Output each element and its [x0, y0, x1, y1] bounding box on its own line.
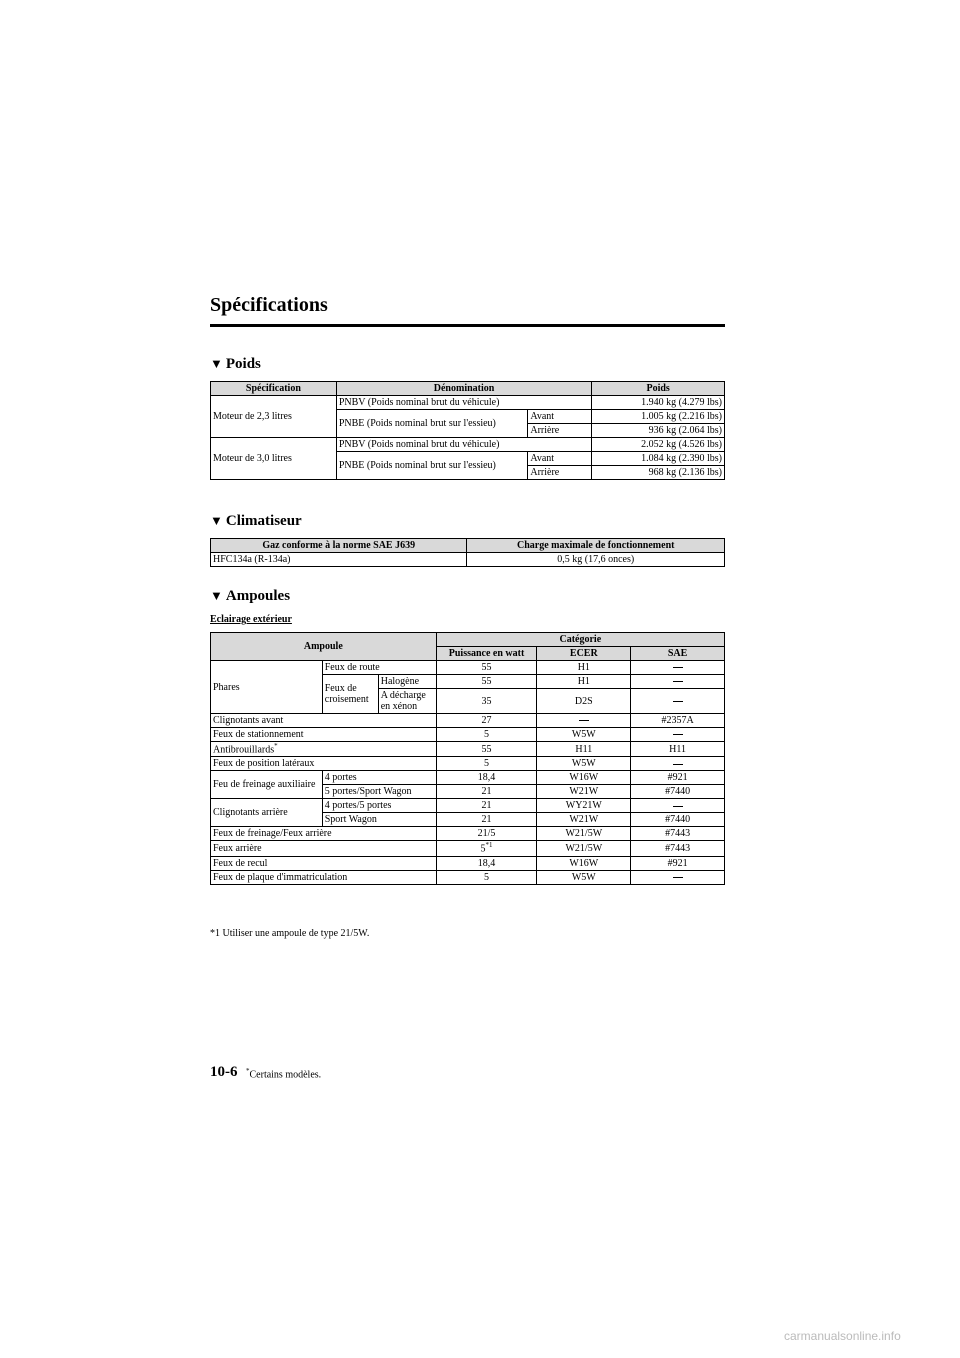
table-row	[211, 438, 725, 452]
page-number: 10-6	[210, 1064, 238, 1080]
gas-value: HFC134a (R-134a)	[211, 553, 467, 567]
title-rule	[210, 324, 725, 327]
power-value: 21	[436, 799, 537, 813]
rear-value: 936 kg (2.064 lbs)	[592, 424, 725, 438]
ecer-value: W21W	[537, 785, 631, 799]
header-charge: Charge maximale de fonctionnement	[467, 539, 725, 553]
ac-table	[210, 538, 725, 567]
rear-label: Arrière	[528, 466, 592, 480]
ecer-value: W16W	[537, 856, 631, 870]
header-ecer: ECER	[537, 647, 631, 661]
section-title: Poids	[225, 356, 261, 372]
dash-mark	[673, 764, 683, 765]
charge-value: 0,5 kg (17,6 onces)	[467, 553, 725, 567]
header-spec: Spécification	[211, 382, 337, 396]
frein-arriere-label: Feux de freinage/Feux arrière	[211, 827, 437, 841]
ecer-value: W21W	[537, 813, 631, 827]
table-row	[211, 553, 725, 567]
ecer-value: W5W	[537, 728, 631, 742]
dash-mark	[673, 701, 683, 702]
pnbv-value: 1.940 kg (4.279 lbs)	[592, 396, 725, 410]
sae-value: H11	[631, 742, 725, 757]
header-bulb: Ampoule	[211, 633, 437, 661]
pnbv-label: PNBV (Poids nominal brut du véhicule)	[336, 438, 591, 452]
table-row	[211, 714, 725, 728]
ecer-value: W5W	[537, 757, 631, 771]
pnbv-value: 2.052 kg (4.526 lbs)	[592, 438, 725, 452]
position-label: Feux de position latéraux	[211, 757, 437, 771]
subheading-exterior: Eclairage extérieur	[210, 614, 292, 625]
power-value: 18,4	[436, 856, 537, 870]
engine-name: Moteur de 2,3 litres	[211, 396, 337, 438]
ecer-value: H1	[537, 661, 631, 675]
sae-value	[631, 870, 725, 884]
sae-value	[631, 757, 725, 771]
dash-mark	[673, 681, 683, 682]
power-value: 21	[436, 785, 537, 799]
feux-arriere-label: Feux arrière	[211, 841, 437, 856]
ecer-value: W21/5W	[537, 827, 631, 841]
sae-value	[631, 661, 725, 675]
dash-mark	[673, 806, 683, 807]
stationnement-label: Feux de stationnement	[211, 728, 437, 742]
xenon-label: A décharge en xénon	[378, 689, 436, 714]
header-category: Catégorie	[436, 633, 724, 647]
clign-arriere-label: Clignotants arrière	[211, 799, 323, 827]
rear-label: Arrière	[528, 424, 592, 438]
table-row	[211, 841, 725, 856]
power-value: 55	[436, 661, 537, 675]
table-row	[211, 661, 725, 675]
table-row	[211, 856, 725, 870]
sae-value: #7443	[631, 827, 725, 841]
power-value-cell	[436, 841, 537, 856]
ecer-value: H1	[537, 675, 631, 689]
door-variant-label: Sport Wagon	[322, 813, 436, 827]
triangle-down-icon: ▼	[210, 588, 223, 603]
door-variant-label: 5 portes/Sport Wagon	[322, 785, 436, 799]
header-weight: Poids	[592, 382, 725, 396]
header-power: Puissance en watt	[436, 647, 537, 661]
recul-label: Feux de recul	[211, 856, 437, 870]
feux-croisement-label: Feux de croisement	[322, 675, 378, 714]
feux-route-label: Feux de route	[322, 661, 436, 675]
plaque-label: Feux de plaque d'immatriculation	[211, 870, 437, 884]
optional-marker: *	[246, 1067, 250, 1075]
front-label: Avant	[528, 410, 592, 424]
sae-value: #921	[631, 771, 725, 785]
power-value: 5	[436, 757, 537, 771]
section-bulbs	[210, 588, 290, 605]
ecer-value: W16W	[537, 771, 631, 785]
dash-mark	[673, 667, 683, 668]
antibrouillards-cell	[211, 742, 437, 757]
triangle-down-icon: ▼	[210, 356, 223, 371]
dash-mark	[673, 734, 683, 735]
bulbs-table	[210, 632, 725, 885]
section-title: Climatiseur	[225, 513, 302, 529]
table-row	[211, 799, 725, 813]
header-sae: SAE	[631, 647, 725, 661]
engine-name: Moteur de 3,0 litres	[211, 438, 337, 480]
power-value: 5	[436, 728, 537, 742]
ecer-value: H11	[537, 742, 631, 757]
watermark: carmanualsonline.info	[784, 1329, 901, 1343]
door-variant-label: 4 portes/5 portes	[322, 799, 436, 813]
table-row	[211, 827, 725, 841]
power-value: 5	[480, 843, 486, 855]
table-header-row	[211, 382, 725, 396]
dash-mark	[579, 720, 589, 721]
power-value: 55	[436, 675, 537, 689]
rear-value: 968 kg (2.136 lbs)	[592, 466, 725, 480]
page-title: Spécifications	[210, 294, 328, 316]
front-value: 1.005 kg (2.216 lbs)	[592, 410, 725, 424]
optional-marker: *	[274, 742, 278, 750]
freinage-aux-label: Feu de freinage auxiliaire	[211, 771, 323, 799]
sae-value	[631, 675, 725, 689]
section-weights	[210, 356, 261, 373]
phares-label: Phares	[211, 661, 323, 714]
table-row	[211, 870, 725, 884]
header-gas: Gaz conforme à la norme SAE J639	[211, 539, 467, 553]
models-note-text: Certains modèles.	[249, 1069, 322, 1081]
ecer-value: WY21W	[537, 799, 631, 813]
section-ac	[210, 513, 302, 530]
clign-avant-label: Clignotants avant	[211, 714, 437, 728]
power-value: 18,4	[436, 771, 537, 785]
triangle-down-icon: ▼	[210, 513, 223, 528]
sae-value: #2357A	[631, 714, 725, 728]
table-row	[211, 396, 725, 410]
power-value: 27	[436, 714, 537, 728]
table-row	[211, 728, 725, 742]
ecer-value	[537, 714, 631, 728]
door-variant-label: 4 portes	[322, 771, 436, 785]
front-value: 1.084 kg (2.390 lbs)	[592, 452, 725, 466]
front-label: Avant	[528, 452, 592, 466]
sae-value: #921	[631, 856, 725, 870]
ecer-value: W5W	[537, 870, 631, 884]
sae-value	[631, 689, 725, 714]
table-row	[211, 742, 725, 757]
sae-value: #7440	[631, 813, 725, 827]
pnbe-label: PNBE (Poids nominal brut sur l'essieu)	[336, 410, 528, 438]
antibrouillards-label: Antibrouillards	[213, 744, 275, 756]
bulb-footnote: *1 Utiliser une ampoule de type 21/5W.	[210, 928, 370, 939]
table-header-row	[211, 539, 725, 553]
models-note	[246, 1067, 321, 1080]
table-header-row	[211, 633, 725, 647]
header-denomination: Dénomination	[336, 382, 591, 396]
halogene-label: Halogène	[378, 675, 436, 689]
sae-value: #7440	[631, 785, 725, 799]
table-row	[211, 757, 725, 771]
power-value: 35	[436, 689, 537, 714]
power-value: 21	[436, 813, 537, 827]
dash-mark	[673, 877, 683, 878]
section-title: Ampoules	[225, 588, 291, 604]
power-value: 5	[436, 870, 537, 884]
sae-value	[631, 799, 725, 813]
ecer-value: D2S	[537, 689, 631, 714]
power-value: 55	[436, 742, 537, 757]
ecer-value: W21/5W	[537, 841, 631, 856]
sae-value: #7443	[631, 841, 725, 856]
pnbe-label: PNBE (Poids nominal brut sur l'essieu)	[336, 452, 528, 480]
sae-value	[631, 728, 725, 742]
pnbv-label: PNBV (Poids nominal brut du véhicule)	[336, 396, 591, 410]
weights-table	[210, 381, 725, 480]
power-value: 21/5	[436, 827, 537, 841]
table-row	[211, 771, 725, 785]
footnote-ref: *1	[485, 841, 493, 850]
